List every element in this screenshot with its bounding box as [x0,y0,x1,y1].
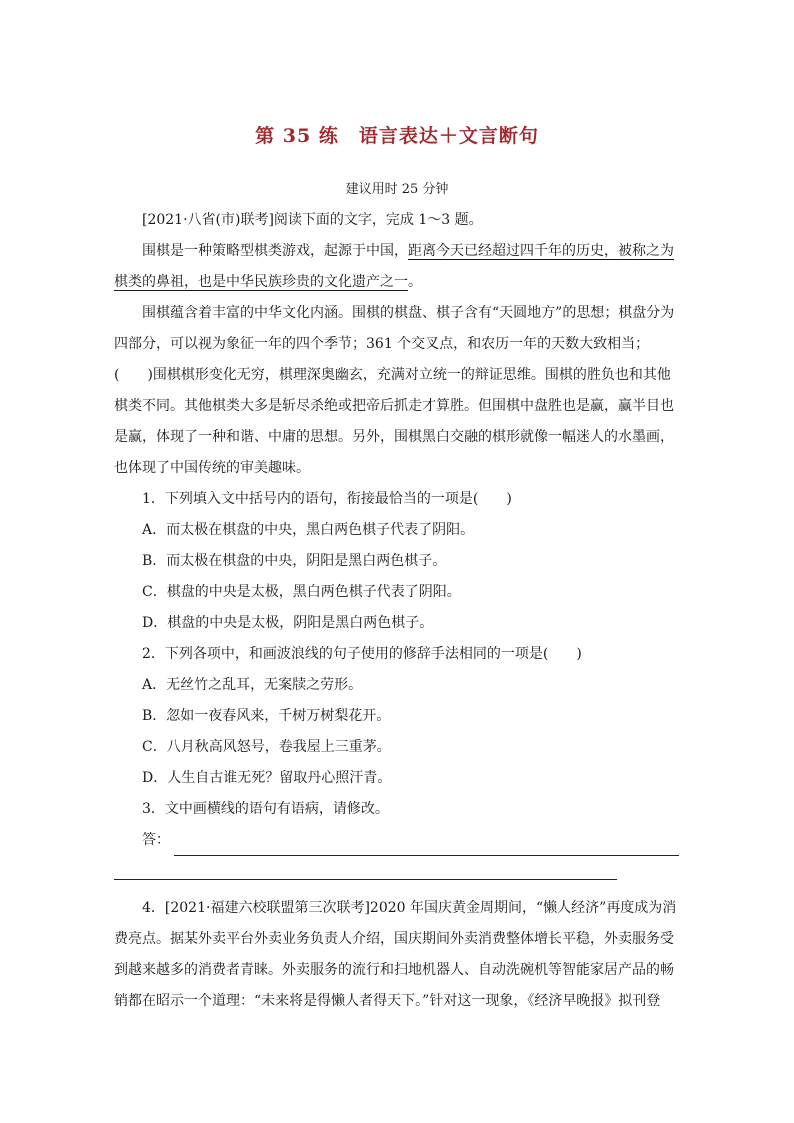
option-item: B．而太极在棋盘的中央，阴阳是黑白两色棋子。 [142,553,447,569]
source-line: [2021·八省(市)联考]阅读下面的文字，完成 1～3 题。 [142,212,483,228]
suggested-time: 建议用时 25 分钟 [345,182,449,197]
passage-paragraph-2: 围棋蕴含着丰富的中华文化内涵。围棋的棋盘、棋子含有“天圆地方”的思想；棋盘分为四部分，可以视为象征一年的四个季节；361 个交叉点，和农历一年的天数大致相当；( )围棋棋形变化无穷，棋理深奥幽玄，充满对立统一的辩证思维。围棋的胜负也和其他棋类不同。其他棋类大多是斩尽杀绝或把帝后抓走才算胜。但围棋中盘胜也是赢，赢半目也是赢，体现了一种和谐、中庸的思想。另外，围棋黑白交融的棋形就像一幅迷人的水墨画，也体现了中国传统的审美趣味。 [114,305,675,476]
passage-paragraph-1: 围棋是一种策略型棋类游戏，起源于中国，距离今天已经超过四千年的历史，被称之为棋类的鼻祖，也是中华民族珍贵的文化遗产之一。 [114,243,674,290]
question-stem: 1．下列填入文中括号内的语句，衔接最恰当的一项是( ) [142,491,512,507]
answer-label: 答： [142,832,170,848]
question-stem: 2．下列各项中，和画波浪线的句子使用的修辞手法相同的一项是( ) [142,646,582,662]
answer-line[interactable] [174,837,679,856]
underlined-sentence: 距离今天已经超过四千年的历史，被称之为棋类的鼻祖，也是中华民族珍贵的文化遗产之一 [114,243,674,290]
option-item: C．八月秋高风怒号，卷我屋上三重茅。 [142,739,391,755]
option-item: A．而太极在棋盘的中央，黑白两色棋子代表了阴阳。 [142,522,475,538]
option-item: D．人生自古谁无死？留取丹心照汗青。 [142,770,392,786]
option-item: B．忽如一夜春风来，千树万树梨花开。 [142,708,391,724]
question-4-text: 4．[2021·福建六校联盟第三次联考]2020 年国庆黄金周期间，“懒人经济”再度成为消费亮点。据某外卖平台外卖业务负责人介绍，国庆期间外卖消费整体增长平稳，外卖服务受到越来越多的消费者青睐。外卖服务的流行和扫地机器人、自动洗碗机等智能家居产品的畅销都在昭示一个道理：“未来将是得懒人者得天下。”针对这一现象，《经济早晚报》拟刊登 [114,900,677,1009]
answer-row [114,825,680,856]
question-block-1 [114,205,680,856]
question-block-4 [114,893,680,1017]
page-title: 第 35 练 语言表达＋文言断句 [255,125,539,147]
answer-line-2[interactable] [114,879,617,880]
option-item: D．棋盘的中央是太极，阴阳是黑白两色棋子。 [142,615,434,631]
question-stem: 3．文中画横线的语句有语病，请修改。 [142,801,389,817]
option-item: A．无丝竹之乱耳，无案牍之劳形。 [142,677,363,693]
option-item: C．棋盘的中央是太极，黑白两色棋子代表了阴阳。 [142,584,461,600]
